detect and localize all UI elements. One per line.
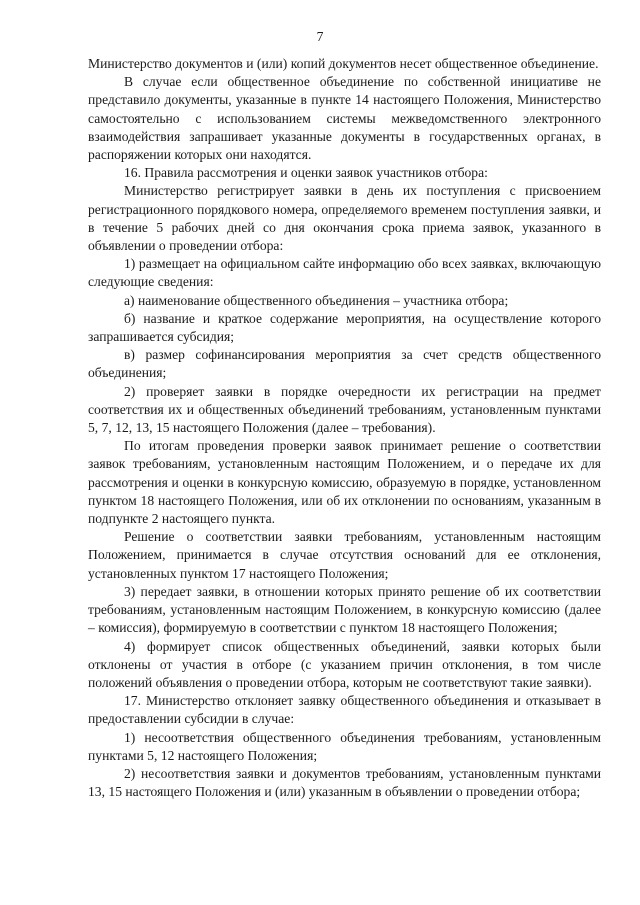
paragraph-registration: Министерство регистрирует заявки в день их поступления с присвоением регистрационного порядкового номера, определяемого временем поступления заявки, и в течение 5 рабочих дней со дня окончания срока приема заявок, указанного в объявлении о проведении отбора: <box>88 183 601 254</box>
paragraph-compliance-decision: Решение о соответствии заявки требованиям, установленным настоящим Положением, принимается в случае отсутствия оснований для ее отклонения, установленных пунктом 17 настоящего Положения; <box>88 529 601 581</box>
paragraph-item-1b: б) название и краткое содержание мероприятия, на осуществление которого запрашивается субсидия; <box>88 310 601 345</box>
paragraph-item-1a: а) наименование общественного объединения – участника отбора; <box>124 292 509 308</box>
paragraph-section-17: 17. Министерство отклоняет заявку общественного объединения и отказывает в предоставлении субсидии в случае: <box>88 693 601 727</box>
page-number: 7 <box>316 29 324 44</box>
paragraph-item-2: 2) проверяет заявки в порядке очередности их регистрации на предмет соответствия их и общественных объединений требованиям, установленным пунктами 5, 7, 12, 13, 15 настоящего Положения (далее – требования). <box>88 383 601 436</box>
paragraph-item-4: 4) формирует список общественных объединений, заявки которых были отклонены от участия в отборе (с указанием причин отклонения, в том числе положений объявления о проведении отбора, которым не соответствуют такие заявки). <box>88 638 601 690</box>
paragraph-continuation: Министерство документов и (или) копий документов несет общественное объединение. <box>88 56 599 71</box>
paragraph-item-1: 1) размещает на официальном сайте информацию обо всех заявках, включающую следующие сведения: <box>88 256 601 290</box>
paragraph-section-17-item-2: 2) несоответствия заявки и документов требованиям, установленным пунктами 13, 15 настоящего Положения и (или) указанным в объявлении о проведении отбора; <box>88 765 601 800</box>
paragraph-section-17-item-1: 1) несоответствия общественного объединения требованиям, установленным пунктами 5, 12 настоящего Положения; <box>88 729 601 763</box>
paragraph-item-1c: в) размер софинансирования мероприятия за счет средств общественного объединения; <box>88 347 601 381</box>
paragraph-check-results: По итогам проведения проверки заявок принимает решение о соответствии заявок требованиям, установленным настоящим Положением, и о передаче их для рассмотрения и оценки в конкурсную комиссию, образуемую в порядке, установленном пунктом 18 настоящего Положения, или об их отклонении по основаниям, указанным в подпункте 2 настоящего пункта. <box>88 438 601 527</box>
document-body <box>88 55 601 801</box>
paragraph-item-3: 3) передает заявки, в отношении которых принято решение об их соответствии требованиям, установленным настоящим Положением, в конкурсную комиссию (далее – комиссия), формируемую в соответствии с пунктом 18 настоящего Положения; <box>88 583 601 636</box>
paragraph-section-16-heading: 16. Правила рассмотрения и оценки заявок участников отбора: <box>124 165 488 181</box>
paragraph-own-initiative: В случае если общественное объединение по собственной инициативе не представило документы, указанные в пункте 14 настоящего Положения, Министерство самостоятельно с использованием системы межведомственного электронного взаимодействия запрашивает указанные документы в государственных органах, в распоряжении которых они находятся. <box>88 74 601 163</box>
